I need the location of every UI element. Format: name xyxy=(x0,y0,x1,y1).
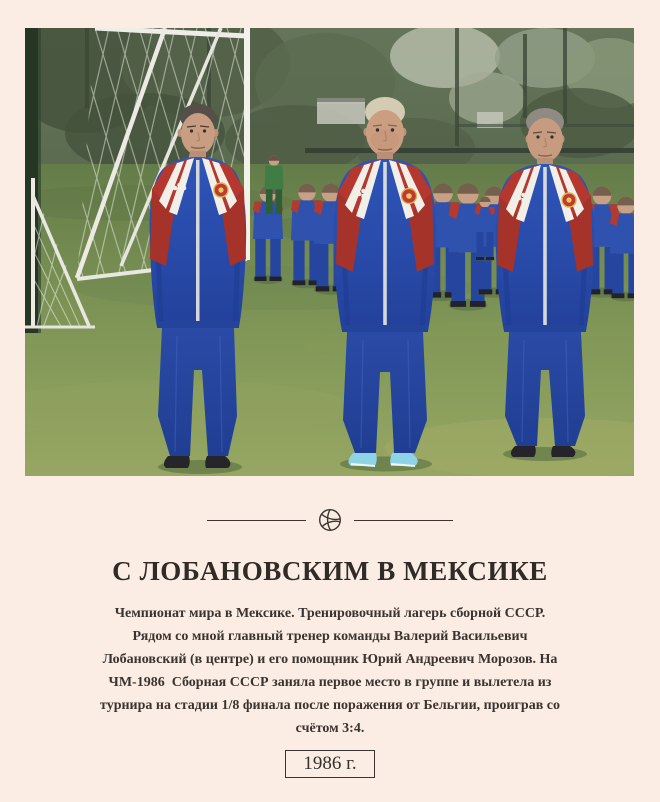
caption-line: турнира на стадии 1/8 финала после поражения от Бельгии, проиграв со xyxy=(100,698,560,713)
team-photo xyxy=(25,28,634,476)
volleyball-icon xyxy=(318,508,342,532)
year-badge-row xyxy=(0,750,660,778)
section-divider xyxy=(0,508,660,532)
year-badge: 1986 г. xyxy=(285,750,374,778)
caption-line: счётом 3:4. xyxy=(295,721,365,736)
caption-line: Чемпионат мира в Мексике. Тренировочный лагерь сборной СССР. xyxy=(114,606,546,621)
caption-line: Лобановский (в центре) и его помощник Юрий Андреевич Морозов. На xyxy=(102,652,558,667)
caption-line: Рядом со мной главный тренер команды Валерий Васильевич xyxy=(132,629,528,644)
photo-caption xyxy=(0,602,660,740)
caption-line: ЧМ-1986 Сборная СССР заняла первое место в группе и вылетела из xyxy=(108,675,552,690)
page-title: С ЛОБАНОВСКИМ В МЕКСИКЕ xyxy=(112,556,548,586)
team-photo-scene xyxy=(25,28,634,476)
divider-line-right xyxy=(354,520,453,521)
divider-line-left xyxy=(207,520,306,521)
